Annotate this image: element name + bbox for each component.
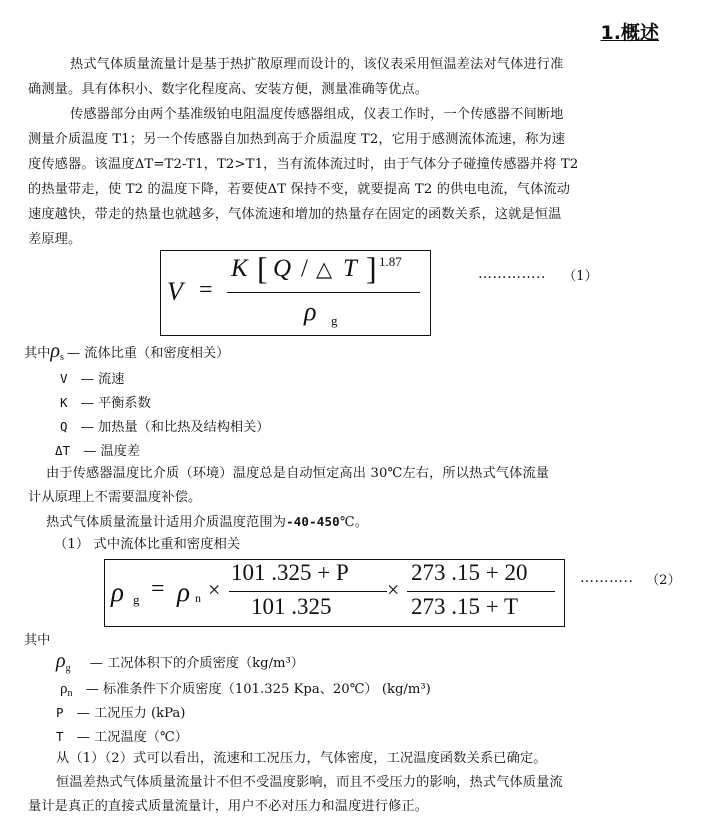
note-2-text: 热式气体质量流量计适用介质温度范围为 [46,515,287,530]
formula-1-rho-sub: g [331,313,338,328]
legend-1-rho-sub: s [59,352,64,363]
note-2-unit: ℃。 [339,515,369,530]
legend-2-row [60,678,431,698]
formula-1-left-bracket: [ [257,250,268,286]
legend-1-desc: — 加热量（和比热及结构相关） [80,420,270,435]
formula-1-q: Q [273,255,292,282]
formula-1-t: T [343,255,357,282]
intro-p1-line1: 热式气体质量流量计是基于热扩散原理而设计的，该仪表采用恒温差法对气体进行准 [70,57,564,72]
legend-1-rho-row [24,340,229,364]
formula-2-rho-n-sub: n [195,591,201,605]
legend-1-symbol: K [60,395,68,410]
legend-1-symbol: V [60,371,68,386]
legend-2-desc: — 工况体积下的介质密度（kg/m³） [89,656,304,671]
formula-2-fraction-1-denominator: 101 .325 [251,594,332,619]
formula-2-rho-n: ρ [177,577,190,607]
formula-1-lhs: V [167,277,183,306]
formula-1-number: （1） [563,269,598,284]
intro-p2-line1: 传感器部分由两个基准级铂电阻温度传感器组成，仪表工作时，一个传感器不间断地 [70,107,564,122]
legend-1-desc: — 温度差 [83,444,141,459]
legend-2-symbol: ρ [56,650,66,672]
intro-p2-line4: 的热量带走，使 T2 的温度下降，若要使ΔT 保持不变，就要提高 T2 的供电电流，气体流动 [28,182,571,197]
legend-2-symbol: ρ [60,681,68,697]
legend-1-item [55,440,140,459]
legend-1-desc: — 流速 [80,372,125,387]
formula-1-equals: = [199,277,213,303]
formula-1-rho: ρ [304,297,317,326]
legend-2-symbol: P [56,705,64,720]
formula-2-equals: = [151,576,165,602]
note-2-range: -40-450 [286,514,340,529]
legend-2-row [56,726,188,745]
legend-2-row [56,702,185,721]
legend-2-prefix: 其中 [24,633,51,648]
formula-2-rho-sub: g [133,592,140,607]
legend-1-rho-symbol: ρ [50,340,60,362]
legend-1-item [60,368,124,387]
formula-2-times-1: × [208,577,221,602]
intro-p2-line5: 速度越快，带走的热量也就越多，气体流速和增加的热量存在固定的函数关系，这就是恒温 [28,207,562,222]
formula-1-exponent: 1.87 [379,254,402,269]
conclusion-2-line1: 恒温差热式气体质量流量计不但不受温度影响，而且不受压力的影响，热式气体质量流 [56,775,563,790]
formula-2-times-2: × [387,577,400,602]
legend-1-item [60,392,151,411]
legend-1-rho-desc: — 流体比重（和密度相关） [66,346,230,361]
formula-1-leader-dots: ………….. [478,266,546,282]
formula-1-right-bracket: ] [366,250,377,286]
legend-1-symbol: Q [60,419,68,434]
legend-1-symbol: ΔT [55,443,71,458]
legend-2-symbol-sub: g [65,663,71,674]
legend-2-symbol-sub: n [67,688,73,699]
formula-2-fraction-2-numerator: 273 .15 + 20 [411,560,528,585]
formula-2-fraction-2-denominator: 273 .15 + T [411,594,519,619]
formula-2-fraction-2-bar [407,591,555,592]
note-1-line1: 由于传感器温度比介质（环境）温度总是自动恒定高出 30℃左右，所以热式气体流量 [46,466,550,481]
section-title: 1.概述 [600,22,659,44]
intro-p2-line3: 度传感器。该温度ΔT=T2-T1，T2>T1，当有流体流过时，由于气体分子碰撞传感器并将 T2 [28,157,579,172]
formula-2-leader-dots: ……….. [580,570,634,586]
legend-2-desc: — 标准条件下介质密度（101.325 Kpa、20℃） (kg/m³) [85,682,431,697]
legend-2-desc: — 工况压力 (kPa) [76,706,186,721]
note-1-line2: 计从原理上不需要温度补偿。 [28,490,202,505]
conclusion-1: 从（1）（2）式可以看出，流速和工况压力，气体密度，工况温度函数关系已确定。 [56,751,547,766]
legend-2-row [56,650,304,673]
formula-2-box [104,559,565,627]
legend-1-prefix: 其中 [24,346,51,361]
formula-1-delta: △ [316,257,333,281]
formula-2-rho: ρ [111,577,124,607]
formula-1-box [160,250,431,336]
formula-2-heading: （1） 式中流体比重和密度相关 [54,537,241,552]
intro-p1-line2: 确测量。具有体积小、数字化程度高、安装方便，测量准确等优点。 [28,82,429,97]
formula-2-fraction-1-bar [229,591,387,592]
intro-p2-line2: 测量介质温度 T1；另一个传感器自加热到高于介质温度 T2，它用于感测流体流速，称为速 [28,132,566,147]
formula-1-k: K [231,255,248,282]
intro-p2-line6: 差原理。 [28,232,82,247]
legend-1-desc: — 平衡系数 [80,396,151,411]
formula-2-number: （2） [646,573,681,588]
conclusion-2-line2: 量计是真正的直接式质量流量计，用户不必对压力和温度进行修正。 [28,799,429,814]
legend-1-item [60,416,269,435]
legend-2-desc: — 工况温度（℃） [76,730,188,745]
formula-2-fraction-1-numerator: 101 .325 + P [231,560,349,585]
formula-1-fraction-bar [227,292,420,293]
legend-2-symbol: T [56,729,64,744]
formula-1-slash: / [301,255,308,282]
